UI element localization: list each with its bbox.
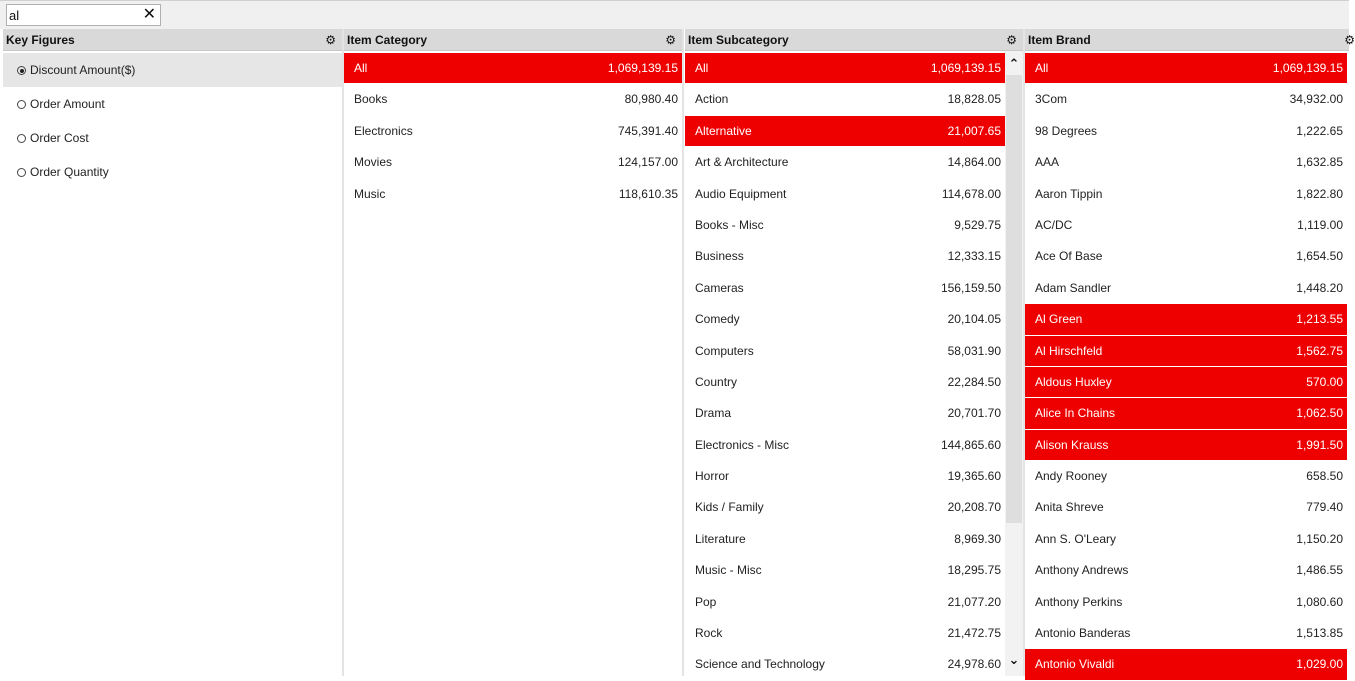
- list-item-label: Drama: [695, 406, 732, 421]
- list-item-label: Aldous Huxley: [1035, 374, 1112, 389]
- list-item-label: Antonio Banderas: [1035, 626, 1131, 641]
- key-figure-option[interactable]: [3, 155, 342, 189]
- key-figure-option[interactable]: [3, 87, 342, 121]
- list-item-value: 745,391.40: [617, 123, 678, 138]
- list-item[interactable]: [685, 398, 1005, 429]
- key-figures-header: [3, 29, 342, 51]
- gear-icon[interactable]: ⚙: [665, 33, 676, 47]
- list-item[interactable]: [1025, 398, 1347, 429]
- list-item-value: 1,632.85: [1296, 155, 1343, 170]
- list-item-label: Comedy: [695, 312, 740, 327]
- list-item[interactable]: [1025, 116, 1347, 147]
- list-item[interactable]: [685, 53, 1005, 84]
- list-item-value: 12,333.15: [947, 249, 1001, 264]
- list-item-value: 9,529.75: [954, 217, 1001, 232]
- search-input[interactable]: [9, 6, 137, 24]
- key-figures-panel: [3, 29, 342, 676]
- list-item-label: Business: [695, 249, 744, 264]
- list-item[interactable]: [685, 649, 1005, 680]
- list-item-label: Ace Of Base: [1035, 249, 1103, 264]
- list-item-value: 21,077.20: [947, 594, 1001, 609]
- key-figures-title: Key Figures: [6, 33, 75, 47]
- item-category-panel: [344, 29, 682, 676]
- gear-icon[interactable]: ⚙: [325, 33, 336, 47]
- list-item-label: Cameras: [695, 280, 744, 295]
- list-item-value: 80,980.40: [624, 92, 678, 107]
- list-item[interactable]: [685, 147, 1005, 178]
- list-item-value: 1,222.65: [1296, 123, 1343, 138]
- list-item-value: 14,864.00: [947, 155, 1001, 170]
- list-item-value: 18,828.05: [947, 92, 1001, 107]
- list-item-value: 1,069,139.15: [1272, 61, 1343, 75]
- list-item-label: Science and Technology: [695, 657, 825, 672]
- gear-icon[interactable]: ⚙: [1344, 33, 1355, 47]
- list-item-value: 1,062.50: [1296, 406, 1343, 421]
- toolbar: [0, 0, 1349, 29]
- list-item-label: AAA: [1035, 155, 1060, 170]
- list-item-label: Music - Misc: [695, 563, 762, 578]
- list-item[interactable]: [1025, 304, 1347, 335]
- list-item-label: Alice In Chains: [1035, 406, 1116, 421]
- list-item-value: 20,701.70: [947, 406, 1001, 421]
- list-item[interactable]: [685, 336, 1005, 367]
- list-item-label: Audio Equipment: [695, 186, 787, 201]
- scrollbar[interactable]: [1005, 51, 1023, 676]
- list-item-value: 1,486.55: [1296, 563, 1343, 578]
- list-item-value: 570.00: [1306, 374, 1343, 389]
- list-item[interactable]: [344, 147, 682, 178]
- item-subcategory-list: [685, 51, 1005, 681]
- key-figure-label: Order Cost: [30, 131, 89, 145]
- list-item-value: 19,365.60: [947, 469, 1001, 484]
- list-item[interactable]: [1025, 430, 1347, 461]
- list-item-value: 1,119.00: [1297, 217, 1343, 232]
- radio-icon[interactable]: [17, 66, 26, 75]
- list-item-label: Books - Misc: [695, 217, 764, 232]
- list-item-label: Horror: [695, 469, 730, 484]
- list-item-value: 1,213.55: [1296, 312, 1343, 327]
- list-item-label: Kids / Family: [695, 500, 764, 515]
- list-item-value: 34,932.00: [1289, 92, 1343, 107]
- list-item-label: Alison Krauss: [1035, 437, 1109, 452]
- list-item[interactable]: [1025, 618, 1347, 649]
- list-item-value: 114,678.00: [941, 186, 1001, 201]
- search-box[interactable]: [6, 4, 161, 26]
- list-item[interactable]: [1025, 524, 1347, 555]
- list-item[interactable]: [1025, 179, 1347, 210]
- list-item-label: Pop: [695, 594, 717, 609]
- list-item[interactable]: [1025, 492, 1347, 523]
- list-item[interactable]: [685, 210, 1005, 241]
- list-item[interactable]: [1025, 587, 1347, 618]
- key-figure-label: Order Quantity: [30, 165, 109, 179]
- list-item[interactable]: [685, 430, 1005, 461]
- list-item-value: 1,562.75: [1296, 343, 1343, 358]
- list-item-value: 156,159.50: [940, 280, 1001, 295]
- list-item-value: 20,208.70: [947, 500, 1001, 515]
- list-item[interactable]: [1025, 210, 1347, 241]
- list-item-label: Anthony Perkins: [1035, 594, 1123, 609]
- list-item-value: 21,007.65: [947, 123, 1001, 138]
- list-item-value: 22,284.50: [947, 374, 1001, 389]
- key-figure-label: Discount Amount($): [30, 63, 136, 77]
- list-item-label: Ann S. O'Leary: [1035, 531, 1116, 546]
- list-item[interactable]: [1025, 84, 1347, 115]
- list-item-label: Al Hirschfeld: [1035, 343, 1103, 358]
- list-item-label: All: [695, 61, 709, 75]
- item-brand-title: Item Brand: [1028, 33, 1091, 47]
- list-item-value: 658.50: [1306, 469, 1343, 484]
- list-item-label: Music: [354, 186, 386, 201]
- list-item[interactable]: [1025, 53, 1347, 84]
- list-item-value: 1,069,139.15: [607, 61, 678, 75]
- list-item[interactable]: [685, 84, 1005, 115]
- item-brand-panel: [1025, 29, 1355, 676]
- radio-icon[interactable]: [17, 134, 26, 143]
- list-item[interactable]: [685, 492, 1005, 523]
- list-item-value: 124,157.00: [617, 155, 678, 170]
- list-item-label: Anita Shreve: [1035, 500, 1104, 515]
- list-item[interactable]: [1025, 367, 1347, 398]
- list-item[interactable]: [1025, 461, 1347, 492]
- list-item-value: 1,991.50: [1296, 437, 1343, 452]
- list-item-value: 1,080.60: [1296, 594, 1343, 609]
- item-subcategory-title: Item Subcategory: [688, 33, 789, 47]
- list-item[interactable]: [344, 53, 682, 84]
- list-item[interactable]: [685, 587, 1005, 618]
- item-category-title: Item Category: [347, 33, 428, 47]
- list-item-label: All: [1035, 61, 1049, 75]
- list-item[interactable]: [685, 367, 1005, 398]
- list-item[interactable]: [1025, 649, 1347, 680]
- gear-icon[interactable]: ⚙: [1006, 33, 1017, 47]
- item-subcategory-header: [685, 29, 1023, 51]
- item-category-list: [344, 51, 682, 210]
- item-category-header: [344, 29, 682, 51]
- list-item-value: 24,978.60: [947, 657, 1001, 672]
- list-item-label: Electronics - Misc: [695, 437, 790, 452]
- item-brand-header: [1025, 29, 1355, 51]
- radio-icon[interactable]: [17, 168, 26, 177]
- list-item[interactable]: [685, 116, 1005, 147]
- list-item-label: Alternative: [695, 123, 752, 138]
- list-item[interactable]: [685, 241, 1005, 272]
- list-item-label: Literature: [695, 531, 746, 546]
- radio-icon[interactable]: [17, 100, 26, 109]
- list-item-value: 1,029.00: [1296, 657, 1343, 672]
- list-item-label: Andy Rooney: [1035, 469, 1108, 484]
- list-item-value: 118,610.35: [618, 186, 678, 201]
- item-subcategory-panel: [685, 29, 1023, 676]
- list-item-label: Computers: [695, 343, 754, 358]
- list-item[interactable]: [1025, 555, 1347, 586]
- list-item-label: Adam Sandler: [1035, 280, 1112, 295]
- list-item-label: Country: [695, 374, 738, 389]
- list-item[interactable]: [344, 179, 682, 210]
- divider: [682, 29, 684, 676]
- list-item-label: 3Com: [1035, 92, 1068, 107]
- list-item[interactable]: [685, 555, 1005, 586]
- chevron-up-icon[interactable]: ⌃: [1008, 56, 1020, 71]
- list-item-label: Al Green: [1035, 312, 1083, 327]
- key-figures-list: [3, 51, 342, 189]
- list-item-label: Anthony Andrews: [1035, 563, 1129, 578]
- list-item-value: 1,513.85: [1296, 626, 1343, 641]
- list-item-value: 779.40: [1306, 500, 1343, 515]
- list-item[interactable]: [685, 461, 1005, 492]
- list-item[interactable]: [344, 116, 682, 147]
- list-item[interactable]: [1025, 273, 1347, 304]
- list-item-label: Electronics: [354, 123, 413, 138]
- list-item-value: 1,448.20: [1296, 280, 1343, 295]
- list-item-value: 1,150.20: [1296, 531, 1343, 546]
- list-item-value: 21,472.75: [947, 626, 1001, 641]
- list-item-label: Art & Architecture: [695, 155, 789, 170]
- list-item[interactable]: [685, 618, 1005, 649]
- list-item-value: 1,822.80: [1296, 186, 1343, 201]
- list-item-label: Rock: [695, 626, 723, 641]
- key-figure-option[interactable]: [3, 121, 342, 155]
- list-item-label: Action: [695, 92, 729, 107]
- clear-search-icon[interactable]: ✕: [142, 6, 156, 23]
- list-item-label: Aaron Tippin: [1035, 186, 1103, 201]
- list-item-value: 1,654.50: [1296, 249, 1343, 264]
- key-figure-option[interactable]: [3, 53, 342, 87]
- list-item-label: All: [354, 61, 368, 75]
- list-item-label: Books: [354, 92, 388, 107]
- list-item-value: 58,031.90: [947, 343, 1001, 358]
- list-item-label: 98 Degrees: [1035, 123, 1098, 138]
- list-item[interactable]: [1025, 336, 1347, 367]
- chevron-down-icon[interactable]: ⌄: [1008, 652, 1020, 667]
- list-item-value: 144,865.60: [940, 437, 1001, 452]
- list-item-value: 8,969.30: [954, 531, 1001, 546]
- list-item-value: 1,069,139.15: [930, 61, 1001, 75]
- list-item[interactable]: [685, 273, 1005, 304]
- list-item-label: Antonio Vivaldi: [1035, 657, 1115, 672]
- list-item[interactable]: [1025, 241, 1347, 272]
- key-figure-label: Order Amount: [30, 97, 105, 111]
- list-item[interactable]: [685, 524, 1005, 555]
- list-item-value: 18,295.75: [947, 563, 1001, 578]
- scrollbar-thumb[interactable]: [1006, 75, 1022, 523]
- list-item-label: Movies: [354, 155, 393, 170]
- list-item[interactable]: [685, 179, 1005, 210]
- item-brand-list: [1025, 51, 1347, 681]
- list-item[interactable]: [344, 84, 682, 115]
- list-item[interactable]: [685, 304, 1005, 335]
- list-item[interactable]: [1025, 147, 1347, 178]
- list-item-label: AC/DC: [1035, 217, 1073, 232]
- list-item-value: 20,104.05: [947, 312, 1001, 327]
